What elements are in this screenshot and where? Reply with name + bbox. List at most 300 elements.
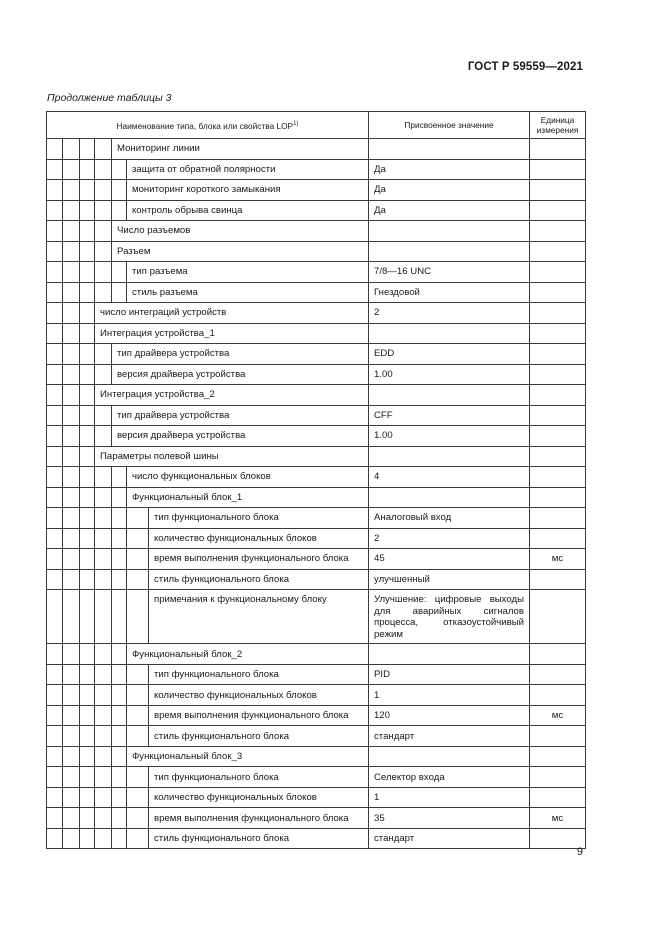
unit-of-measure bbox=[530, 746, 586, 767]
indent-cell bbox=[112, 569, 127, 590]
column-header-value: Присвоенное значение bbox=[369, 112, 530, 139]
assigned-value: стандарт bbox=[369, 828, 530, 849]
indent-cell bbox=[80, 385, 95, 406]
indent-cell bbox=[63, 159, 80, 180]
indent-cell bbox=[112, 549, 127, 570]
unit-of-measure bbox=[530, 528, 586, 549]
unit-of-measure bbox=[530, 685, 586, 706]
indent-cell bbox=[80, 262, 95, 283]
indent-cell bbox=[47, 487, 63, 508]
unit-of-measure: мс bbox=[530, 549, 586, 570]
indent-cell bbox=[112, 828, 127, 849]
assigned-value: Да bbox=[369, 159, 530, 180]
indent-cell bbox=[63, 644, 80, 665]
indent-cell bbox=[80, 705, 95, 726]
indent-cell bbox=[112, 508, 127, 529]
unit-of-measure bbox=[530, 426, 586, 447]
unit-of-measure bbox=[530, 364, 586, 385]
indent-cell bbox=[80, 139, 95, 160]
indent-cell bbox=[95, 685, 112, 706]
assigned-value bbox=[369, 241, 530, 262]
table-row bbox=[47, 364, 586, 385]
indent-cell bbox=[112, 808, 127, 829]
assigned-value bbox=[369, 139, 530, 160]
indent-cell bbox=[112, 644, 127, 665]
assigned-value: Селектор входа bbox=[369, 767, 530, 788]
assigned-value: EDD bbox=[369, 344, 530, 365]
indent-cell bbox=[80, 241, 95, 262]
table-row bbox=[47, 746, 586, 767]
assigned-value: 1.00 bbox=[369, 364, 530, 385]
table-row bbox=[47, 767, 586, 788]
unit-of-measure bbox=[530, 180, 586, 201]
indent-cell bbox=[80, 590, 95, 644]
indent-cell bbox=[47, 200, 63, 221]
indent-cell bbox=[127, 808, 149, 829]
indent-cell bbox=[63, 828, 80, 849]
property-name: Параметры полевой шины bbox=[95, 446, 369, 467]
indent-cell bbox=[112, 664, 127, 685]
indent-cell bbox=[47, 262, 63, 283]
indent-cell bbox=[47, 705, 63, 726]
indent-cell bbox=[80, 467, 95, 488]
indent-cell bbox=[95, 664, 112, 685]
indent-cell bbox=[80, 200, 95, 221]
indent-cell bbox=[63, 787, 80, 808]
property-name: защита от обратной полярности bbox=[127, 159, 369, 180]
assigned-value bbox=[369, 446, 530, 467]
indent-cell bbox=[63, 200, 80, 221]
indent-cell bbox=[63, 364, 80, 385]
unit-of-measure bbox=[530, 159, 586, 180]
indent-cell bbox=[47, 767, 63, 788]
indent-cell bbox=[112, 590, 127, 644]
property-name: количество функциональных блоков bbox=[149, 685, 369, 706]
indent-cell bbox=[47, 787, 63, 808]
indent-cell bbox=[95, 487, 112, 508]
assigned-value: 4 bbox=[369, 467, 530, 488]
indent-cell bbox=[80, 828, 95, 849]
indent-cell bbox=[47, 385, 63, 406]
table-row bbox=[47, 528, 586, 549]
table-caption: Продолжение таблицы 3 bbox=[47, 92, 172, 104]
indent-cell bbox=[63, 664, 80, 685]
indent-cell bbox=[47, 405, 63, 426]
indent-cell bbox=[112, 262, 127, 283]
indent-cell bbox=[80, 303, 95, 324]
unit-of-measure bbox=[530, 508, 586, 529]
indent-cell bbox=[112, 487, 127, 508]
indent-cell bbox=[127, 664, 149, 685]
indent-cell bbox=[63, 139, 80, 160]
indent-cell bbox=[95, 467, 112, 488]
table-row bbox=[47, 180, 586, 201]
indent-cell bbox=[127, 828, 149, 849]
indent-cell bbox=[112, 726, 127, 747]
property-name: примечания к функциональному блоку bbox=[149, 590, 369, 644]
table-row bbox=[47, 139, 586, 160]
indent-cell bbox=[80, 323, 95, 344]
indent-cell bbox=[63, 508, 80, 529]
indent-cell bbox=[63, 487, 80, 508]
indent-cell bbox=[63, 590, 80, 644]
table-row bbox=[47, 426, 586, 447]
indent-cell bbox=[47, 241, 63, 262]
indent-cell bbox=[80, 221, 95, 242]
indent-cell bbox=[47, 139, 63, 160]
assigned-value: 35 bbox=[369, 808, 530, 829]
indent-cell bbox=[112, 767, 127, 788]
document-code: ГОСТ Р 59559—2021 bbox=[467, 61, 583, 73]
table-row bbox=[47, 664, 586, 685]
indent-cell bbox=[80, 664, 95, 685]
indent-cell bbox=[95, 746, 112, 767]
property-name: время выполнения функционального блока bbox=[149, 705, 369, 726]
unit-of-measure bbox=[530, 200, 586, 221]
table-row bbox=[47, 385, 586, 406]
unit-of-measure bbox=[530, 385, 586, 406]
unit-of-measure bbox=[530, 139, 586, 160]
indent-cell bbox=[47, 569, 63, 590]
property-name: стиль функционального блока bbox=[149, 828, 369, 849]
indent-cell bbox=[63, 446, 80, 467]
indent-cell bbox=[80, 644, 95, 665]
indent-cell bbox=[47, 528, 63, 549]
property-name: тип функционального блока bbox=[149, 508, 369, 529]
indent-cell bbox=[112, 787, 127, 808]
indent-cell bbox=[80, 344, 95, 365]
table-row bbox=[47, 221, 586, 242]
unit-of-measure: мс bbox=[530, 705, 586, 726]
indent-cell bbox=[47, 644, 63, 665]
table-row bbox=[47, 828, 586, 849]
indent-cell bbox=[127, 705, 149, 726]
indent-cell bbox=[80, 405, 95, 426]
indent-cell bbox=[112, 467, 127, 488]
assigned-value: Да bbox=[369, 180, 530, 201]
table-row bbox=[47, 405, 586, 426]
indent-cell bbox=[63, 528, 80, 549]
indent-cell bbox=[80, 487, 95, 508]
indent-cell bbox=[47, 549, 63, 570]
indent-cell bbox=[127, 726, 149, 747]
indent-cell bbox=[63, 705, 80, 726]
assigned-value bbox=[369, 323, 530, 344]
indent-cell bbox=[47, 746, 63, 767]
indent-cell bbox=[127, 549, 149, 570]
property-name: количество функциональных блоков bbox=[149, 528, 369, 549]
assigned-value: Гнездовой bbox=[369, 282, 530, 303]
indent-cell bbox=[95, 808, 112, 829]
property-name: Функциональный блок_1 bbox=[127, 487, 369, 508]
property-name: Мониторинг линии bbox=[112, 139, 369, 160]
indent-cell bbox=[127, 787, 149, 808]
indent-cell bbox=[95, 549, 112, 570]
assigned-value: 1.00 bbox=[369, 426, 530, 447]
table-row bbox=[47, 241, 586, 262]
indent-cell bbox=[112, 282, 127, 303]
assigned-value: 2 bbox=[369, 303, 530, 324]
property-name: стиль функционального блока bbox=[149, 569, 369, 590]
indent-cell bbox=[47, 808, 63, 829]
property-name: мониторинг короткого замыкания bbox=[127, 180, 369, 201]
unit-of-measure bbox=[530, 590, 586, 644]
table-row bbox=[47, 569, 586, 590]
indent-cell bbox=[95, 139, 112, 160]
indent-cell bbox=[112, 705, 127, 726]
assigned-value: Улучшение: цифровые выходы для аварийных сигналов процесса, отказоустойчивый режим bbox=[369, 590, 530, 644]
indent-cell bbox=[112, 746, 127, 767]
table-row bbox=[47, 590, 586, 644]
indent-cell bbox=[47, 344, 63, 365]
indent-cell bbox=[63, 282, 80, 303]
indent-cell bbox=[47, 426, 63, 447]
indent-cell bbox=[95, 241, 112, 262]
indent-cell bbox=[63, 569, 80, 590]
property-name: контроль обрыва свинца bbox=[127, 200, 369, 221]
property-name: Функциональный блок_3 bbox=[127, 746, 369, 767]
indent-cell bbox=[80, 159, 95, 180]
table-row bbox=[47, 303, 586, 324]
property-name: Разъем bbox=[112, 241, 369, 262]
indent-cell bbox=[95, 344, 112, 365]
indent-cell bbox=[63, 303, 80, 324]
indent-cell bbox=[63, 405, 80, 426]
indent-cell bbox=[80, 685, 95, 706]
indent-cell bbox=[95, 726, 112, 747]
table-row bbox=[47, 705, 586, 726]
table-row bbox=[47, 726, 586, 747]
table-row bbox=[47, 549, 586, 570]
indent-cell bbox=[95, 262, 112, 283]
property-name: тип разъема bbox=[127, 262, 369, 283]
assigned-value: PID bbox=[369, 664, 530, 685]
property-name: тип функционального блока bbox=[149, 767, 369, 788]
unit-of-measure: мс bbox=[530, 808, 586, 829]
indent-cell bbox=[95, 828, 112, 849]
indent-cell bbox=[63, 180, 80, 201]
indent-cell bbox=[95, 159, 112, 180]
assigned-value bbox=[369, 385, 530, 406]
indent-cell bbox=[47, 364, 63, 385]
unit-of-measure bbox=[530, 664, 586, 685]
table-header-row bbox=[47, 112, 586, 139]
unit-of-measure bbox=[530, 467, 586, 488]
indent-cell bbox=[80, 569, 95, 590]
property-name: количество функциональных блоков bbox=[149, 787, 369, 808]
indent-cell bbox=[47, 282, 63, 303]
unit-of-measure bbox=[530, 726, 586, 747]
assigned-value: Да bbox=[369, 200, 530, 221]
column-header-name: Наименование типа, блока или свойства LOP$^{1)}$ bbox=[47, 112, 369, 139]
unit-of-measure bbox=[530, 644, 586, 665]
unit-of-measure bbox=[530, 303, 586, 324]
indent-cell bbox=[112, 200, 127, 221]
table-row bbox=[47, 644, 586, 665]
table-row bbox=[47, 262, 586, 283]
table-row bbox=[47, 200, 586, 221]
indent-cell bbox=[95, 787, 112, 808]
indent-cell bbox=[80, 426, 95, 447]
assigned-value bbox=[369, 746, 530, 767]
indent-cell bbox=[47, 303, 63, 324]
indent-cell bbox=[95, 644, 112, 665]
property-name: стиль функционального блока bbox=[149, 726, 369, 747]
property-name: Интеграция устройства_1 bbox=[95, 323, 369, 344]
assigned-value: 120 bbox=[369, 705, 530, 726]
assigned-value: 7/8—16 UNC bbox=[369, 262, 530, 283]
assigned-value: Аналоговый вход bbox=[369, 508, 530, 529]
indent-cell bbox=[95, 200, 112, 221]
indent-cell bbox=[47, 664, 63, 685]
indent-cell bbox=[47, 323, 63, 344]
property-name: время выполнения функционального блока bbox=[149, 808, 369, 829]
properties-table bbox=[46, 111, 586, 849]
indent-cell bbox=[112, 685, 127, 706]
footnote-marker: 1) bbox=[293, 121, 299, 127]
assigned-value: 2 bbox=[369, 528, 530, 549]
indent-cell bbox=[80, 528, 95, 549]
indent-cell bbox=[47, 726, 63, 747]
table-row bbox=[47, 808, 586, 829]
indent-cell bbox=[95, 221, 112, 242]
indent-cell bbox=[80, 549, 95, 570]
indent-cell bbox=[63, 323, 80, 344]
indent-cell bbox=[63, 241, 80, 262]
indent-cell bbox=[95, 426, 112, 447]
indent-cell bbox=[47, 159, 63, 180]
indent-cell bbox=[63, 344, 80, 365]
indent-cell bbox=[95, 180, 112, 201]
indent-cell bbox=[80, 746, 95, 767]
assigned-value bbox=[369, 644, 530, 665]
indent-cell bbox=[80, 446, 95, 467]
indent-cell bbox=[63, 767, 80, 788]
indent-cell bbox=[63, 685, 80, 706]
indent-cell bbox=[95, 569, 112, 590]
property-name: стиль разъема bbox=[127, 282, 369, 303]
property-name: Число разъемов bbox=[112, 221, 369, 242]
property-name: версия драйвера устройства bbox=[112, 426, 369, 447]
indent-cell bbox=[63, 808, 80, 829]
indent-cell bbox=[95, 528, 112, 549]
table-row bbox=[47, 446, 586, 467]
indent-cell bbox=[95, 508, 112, 529]
property-name: тип драйвера устройства bbox=[112, 405, 369, 426]
indent-cell bbox=[47, 685, 63, 706]
indent-cell bbox=[63, 385, 80, 406]
indent-cell bbox=[112, 159, 127, 180]
table-row bbox=[47, 685, 586, 706]
property-name: тип драйвера устройства bbox=[112, 344, 369, 365]
column-header-unit: Единица измерения bbox=[530, 112, 586, 139]
assigned-value: CFF bbox=[369, 405, 530, 426]
table-row bbox=[47, 323, 586, 344]
indent-cell bbox=[80, 508, 95, 529]
indent-cell bbox=[47, 221, 63, 242]
indent-cell bbox=[127, 508, 149, 529]
indent-cell bbox=[80, 787, 95, 808]
assigned-value: улучшенный bbox=[369, 569, 530, 590]
unit-of-measure bbox=[530, 487, 586, 508]
indent-cell bbox=[80, 364, 95, 385]
unit-of-measure bbox=[530, 323, 586, 344]
property-name: Функциональный блок_2 bbox=[127, 644, 369, 665]
indent-cell bbox=[47, 467, 63, 488]
assigned-value bbox=[369, 487, 530, 508]
indent-cell bbox=[95, 767, 112, 788]
assigned-value: 1 bbox=[369, 787, 530, 808]
property-name: Интеграция устройства_2 bbox=[95, 385, 369, 406]
page-number: 9 bbox=[576, 846, 583, 858]
indent-cell bbox=[80, 282, 95, 303]
indent-cell bbox=[63, 467, 80, 488]
assigned-value: 45 bbox=[369, 549, 530, 570]
table-row bbox=[47, 487, 586, 508]
indent-cell bbox=[95, 282, 112, 303]
table-row bbox=[47, 344, 586, 365]
indent-cell bbox=[80, 808, 95, 829]
assigned-value: стандарт bbox=[369, 726, 530, 747]
unit-of-measure bbox=[530, 767, 586, 788]
indent-cell bbox=[80, 767, 95, 788]
assigned-value: 1 bbox=[369, 685, 530, 706]
indent-cell bbox=[63, 426, 80, 447]
indent-cell bbox=[63, 221, 80, 242]
property-name: версия драйвера устройства bbox=[112, 364, 369, 385]
unit-of-measure bbox=[530, 787, 586, 808]
indent-cell bbox=[80, 180, 95, 201]
unit-of-measure bbox=[530, 344, 586, 365]
table-row bbox=[47, 159, 586, 180]
table-row bbox=[47, 508, 586, 529]
indent-cell bbox=[63, 262, 80, 283]
indent-cell bbox=[95, 705, 112, 726]
indent-cell bbox=[95, 405, 112, 426]
indent-cell bbox=[63, 746, 80, 767]
unit-of-measure bbox=[530, 569, 586, 590]
assigned-value bbox=[369, 221, 530, 242]
unit-of-measure bbox=[530, 282, 586, 303]
table-row bbox=[47, 467, 586, 488]
indent-cell bbox=[127, 528, 149, 549]
indent-cell bbox=[112, 180, 127, 201]
unit-of-measure bbox=[530, 262, 586, 283]
indent-cell bbox=[63, 549, 80, 570]
property-name: тип функционального блока bbox=[149, 664, 369, 685]
indent-cell bbox=[127, 767, 149, 788]
indent-cell bbox=[112, 528, 127, 549]
indent-cell bbox=[80, 726, 95, 747]
indent-cell bbox=[47, 590, 63, 644]
unit-of-measure bbox=[530, 221, 586, 242]
unit-of-measure bbox=[530, 241, 586, 262]
indent-cell bbox=[47, 828, 63, 849]
property-name: время выполнения функционального блока bbox=[149, 549, 369, 570]
indent-cell bbox=[95, 364, 112, 385]
indent-cell bbox=[63, 726, 80, 747]
indent-cell bbox=[127, 590, 149, 644]
indent-cell bbox=[47, 446, 63, 467]
table-row bbox=[47, 282, 586, 303]
indent-cell bbox=[47, 508, 63, 529]
table-row bbox=[47, 787, 586, 808]
unit-of-measure bbox=[530, 446, 586, 467]
indent-cell bbox=[127, 569, 149, 590]
unit-of-measure bbox=[530, 405, 586, 426]
property-name: число функциональных блоков bbox=[127, 467, 369, 488]
property-name: число интеграций устройств bbox=[95, 303, 369, 324]
